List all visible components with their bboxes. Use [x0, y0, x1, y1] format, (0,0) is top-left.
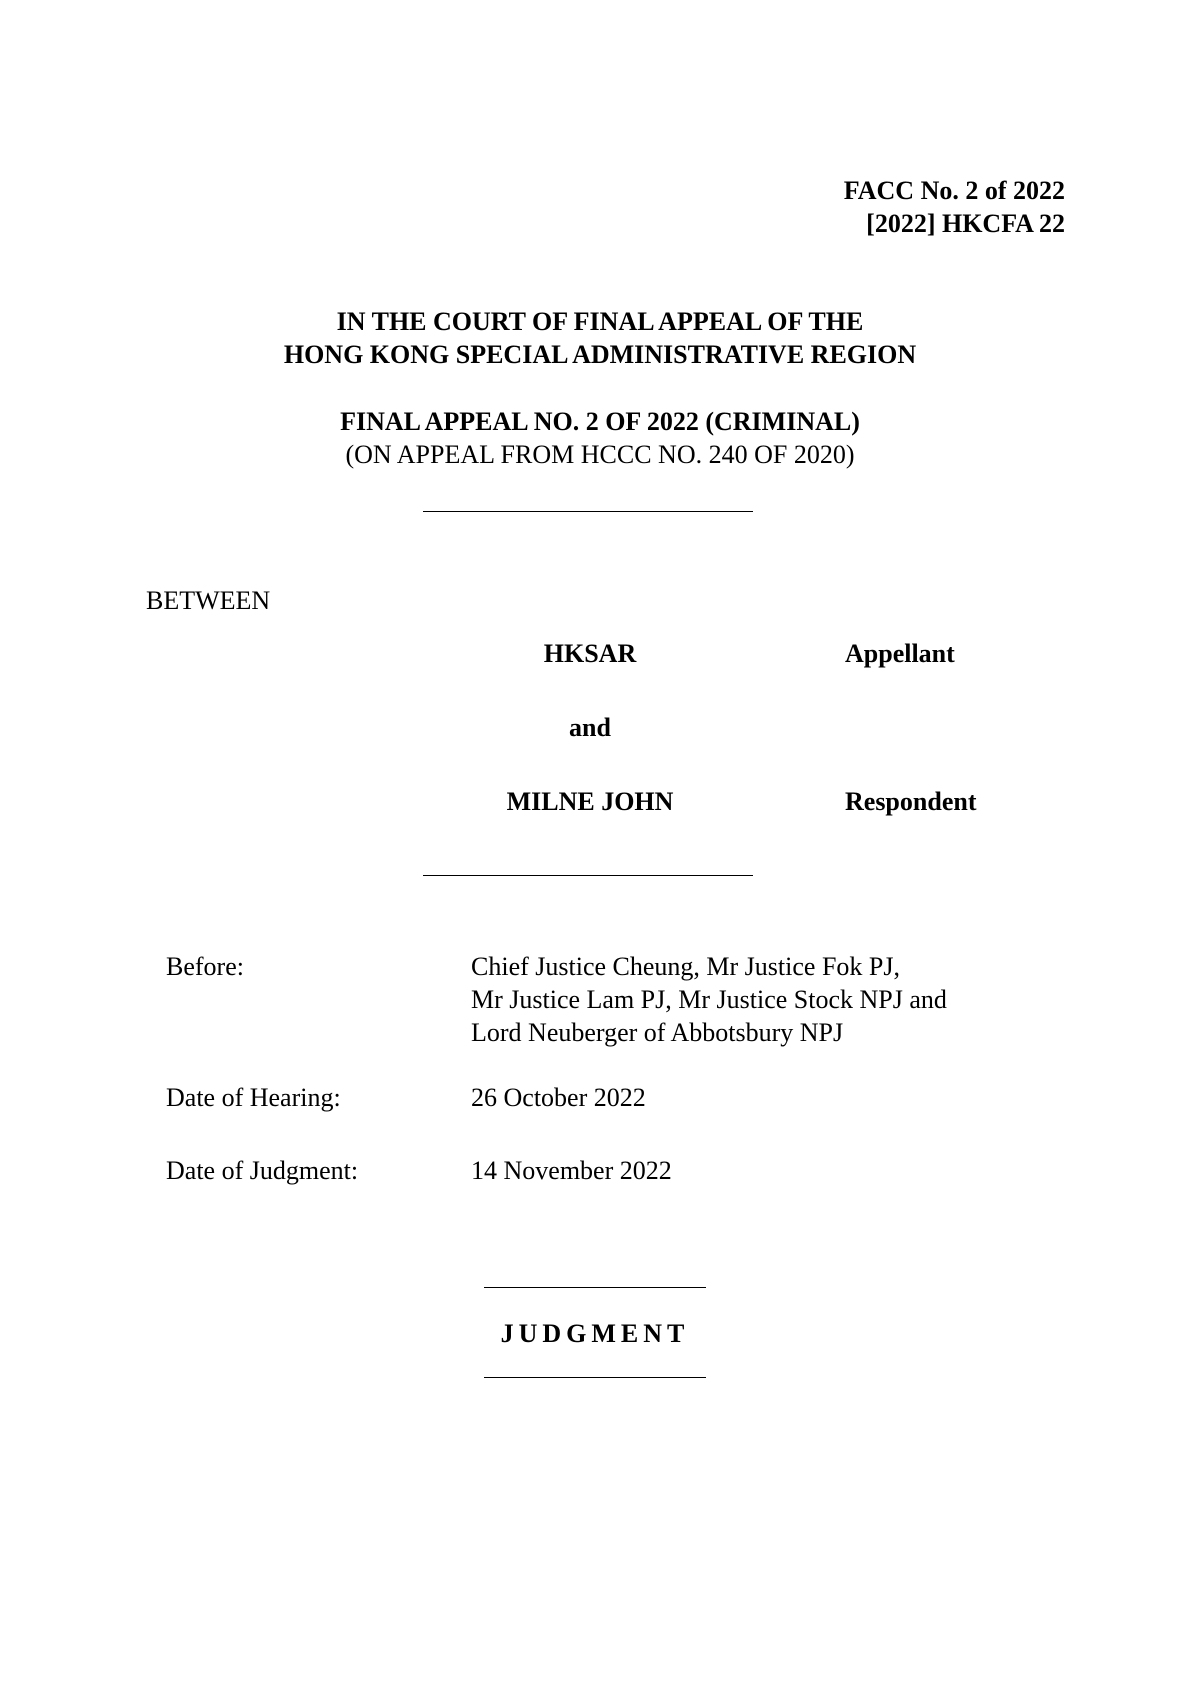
court-line-1: IN THE COURT OF FINAL APPEAL OF THE [336, 307, 864, 336]
judgment-date-value: 14 November 2022 [471, 1156, 672, 1185]
hearing-date-value: 26 October 2022 [471, 1083, 646, 1112]
appeal-heading [0, 405, 1200, 471]
hearing-date-label: Date of Hearing: [166, 1083, 341, 1112]
bench-line: Mr Justice Lam PJ, Mr Justice Stock NPJ and [471, 985, 947, 1014]
divider-rule [423, 511, 753, 512]
appellant-name: HKSAR [543, 639, 637, 668]
bench-list [471, 950, 1031, 1049]
appeal-title: FINAL APPEAL NO. 2 OF 2022 (CRIMINAL) [340, 407, 860, 436]
judgment-date-label: Date of Judgment: [166, 1156, 359, 1185]
judgment-title: JUDGMENT [500, 1319, 690, 1348]
neutral-citation: [2022] HKCFA 22 [866, 209, 1065, 238]
respondent-name: MILNE JOHN [506, 787, 674, 816]
divider-rule [423, 875, 753, 876]
court-heading [0, 305, 1200, 371]
judgment-rule-bottom [484, 1377, 706, 1378]
bench-line: Chief Justice Cheung, Mr Justice Fok PJ, [471, 952, 900, 981]
respondent-role: Respondent [845, 787, 977, 816]
and-conjunction: and [569, 713, 611, 742]
appeal-subtitle: (ON APPEAL FROM HCCC NO. 240 OF 2020) [345, 440, 855, 469]
between-label: BETWEEN [146, 586, 271, 615]
judgment-rule-top [484, 1287, 706, 1288]
case-citation [565, 174, 1065, 240]
appellant-role: Appellant [845, 639, 955, 668]
before-label: Before: [166, 952, 244, 981]
bench-line: Lord Neuberger of Abbotsbury NPJ [471, 1018, 844, 1047]
court-line-2: HONG KONG SPECIAL ADMINISTRATIVE REGION [283, 340, 917, 369]
case-number: FACC No. 2 of 2022 [843, 176, 1065, 205]
